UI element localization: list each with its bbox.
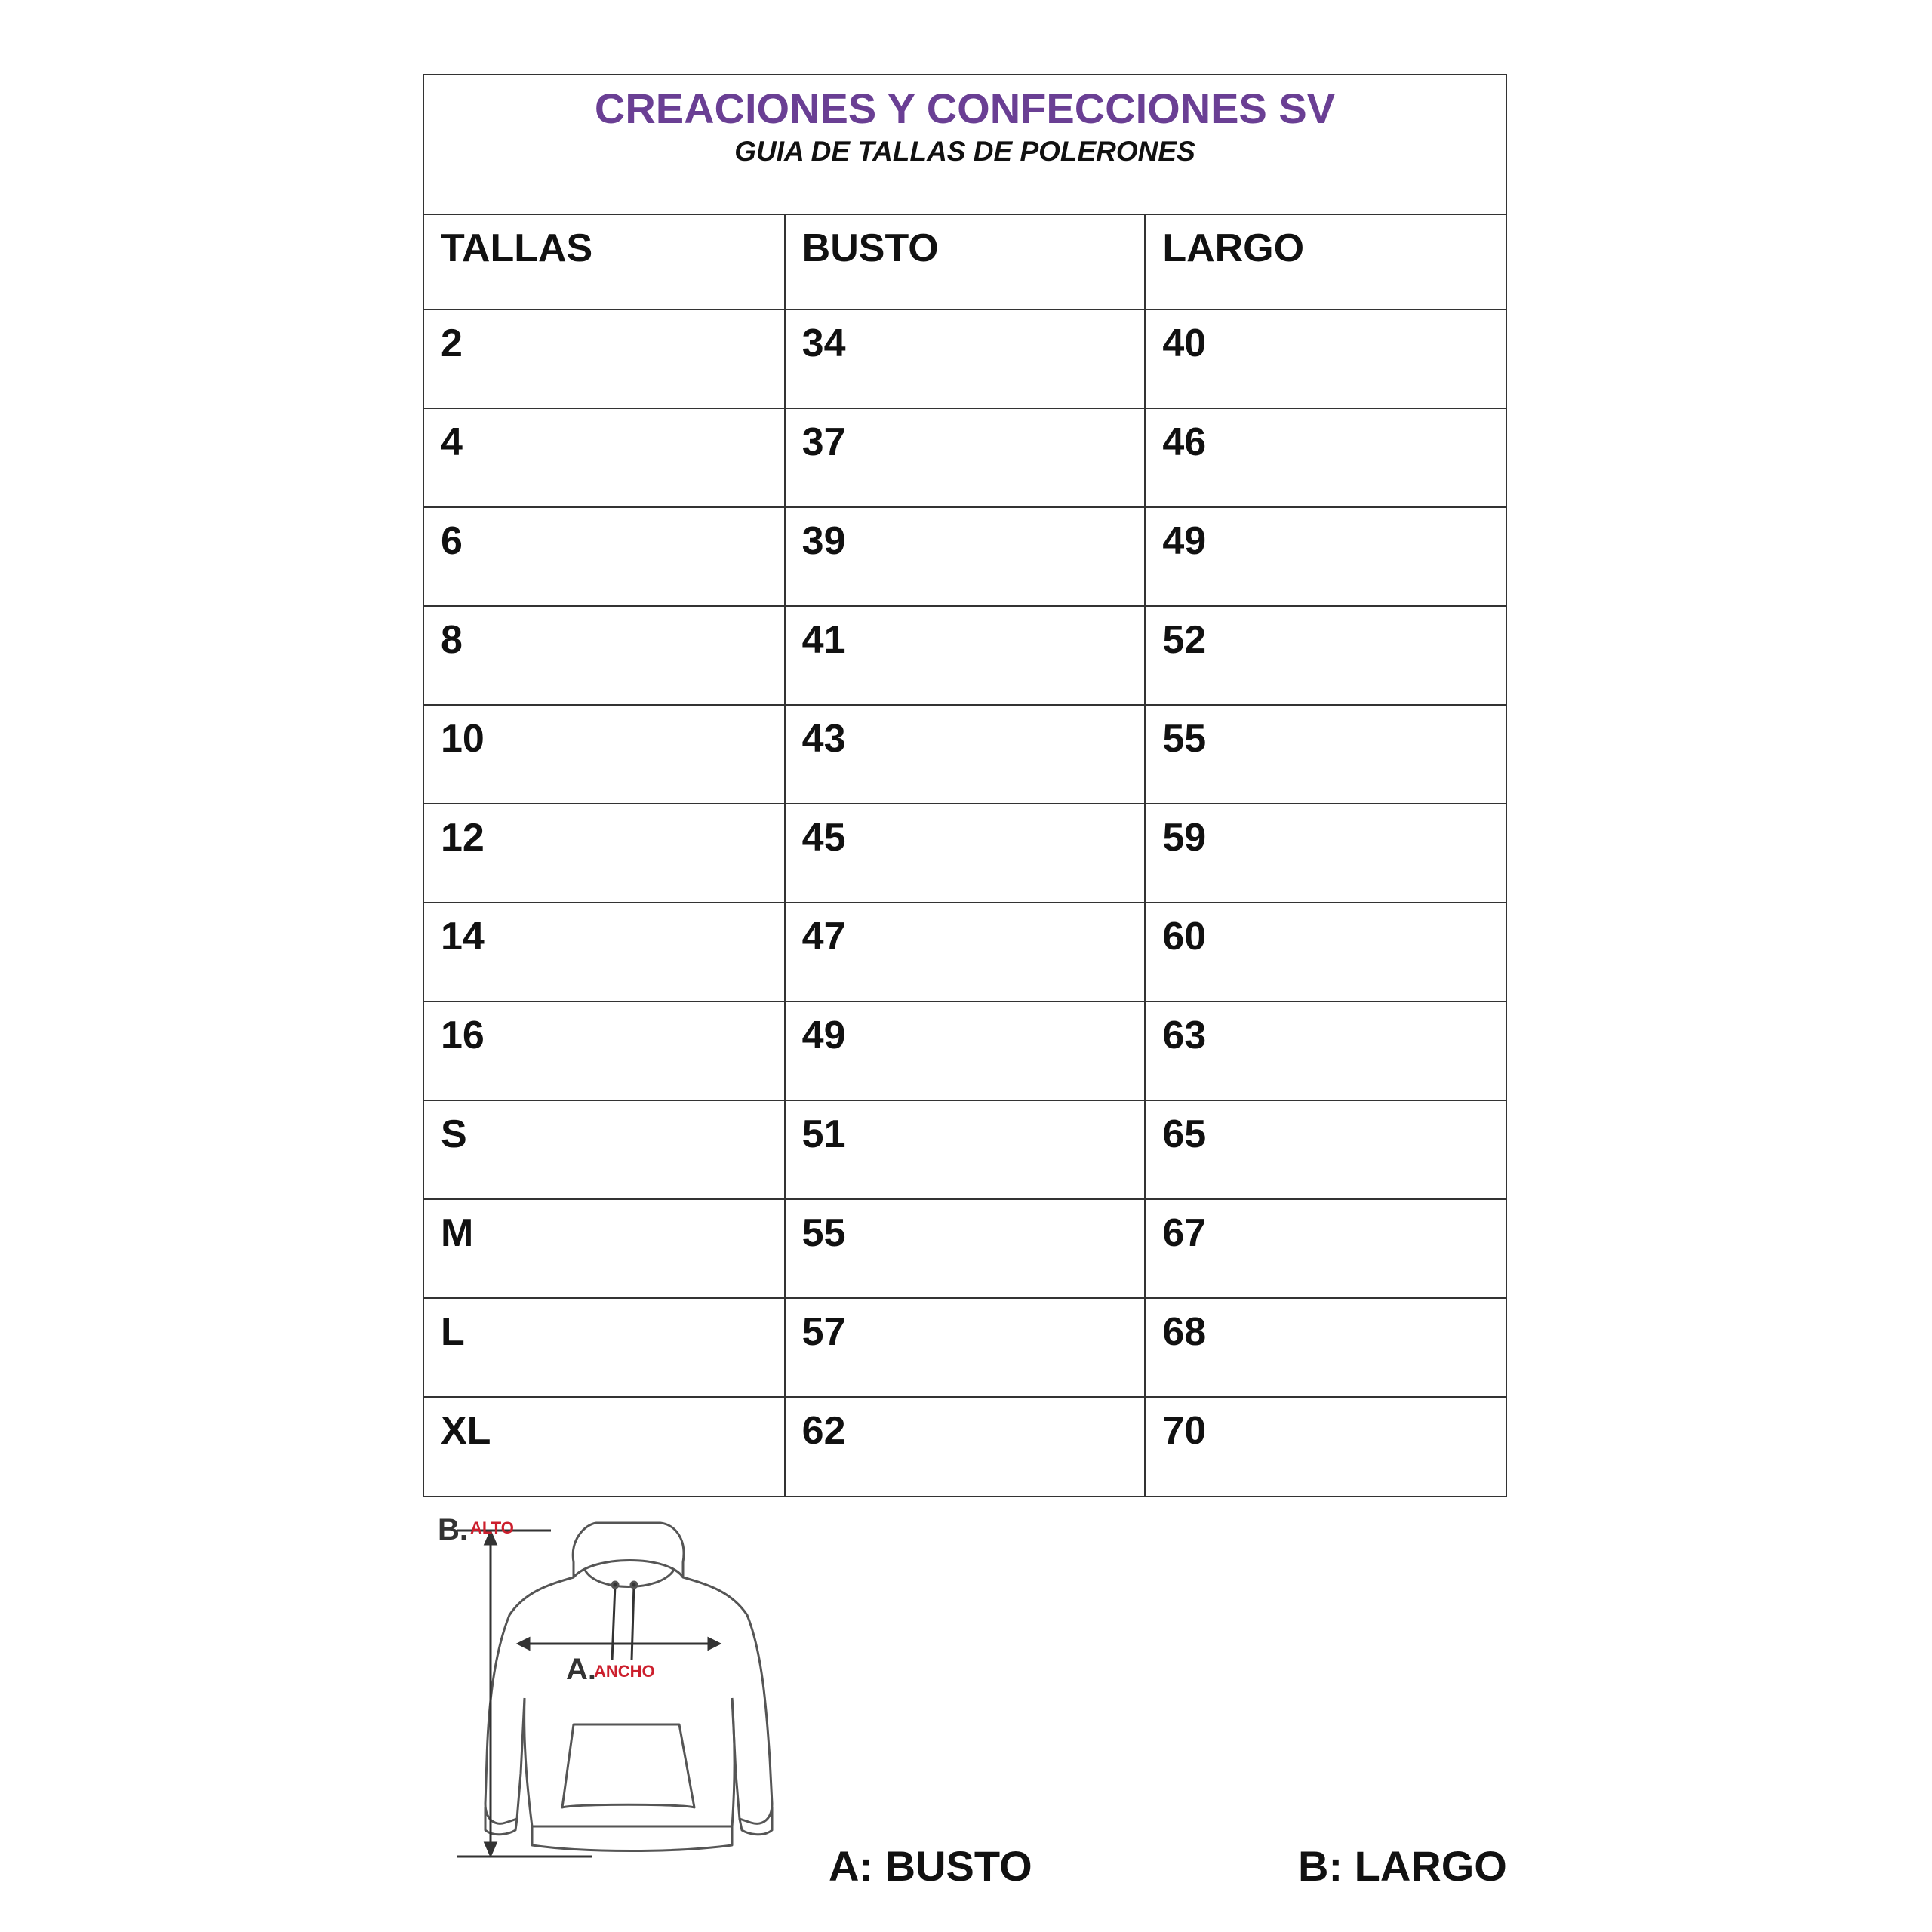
guide-subtitle: GUIA DE TALLAS DE POLERONES (734, 136, 1195, 168)
size-cell: 6 (424, 507, 785, 606)
length-cell: 68 (1145, 1298, 1506, 1397)
bust-cell: 45 (785, 804, 1146, 903)
size-cell: XL (424, 1397, 785, 1496)
size-cell: 16 (424, 1001, 785, 1100)
hoodie-diagram (434, 1509, 796, 1864)
a-letter: A. (566, 1653, 596, 1686)
bust-cell: 43 (785, 705, 1146, 804)
table-row (424, 1397, 1506, 1496)
table-row (424, 408, 1506, 507)
table-row (424, 1100, 1506, 1199)
width-measure-arrow (518, 1638, 719, 1649)
size-cell: 10 (424, 705, 785, 804)
length-cell: 46 (1145, 408, 1506, 507)
length-cell: 67 (1145, 1199, 1506, 1298)
size-cell: 2 (424, 309, 785, 408)
table-row (424, 903, 1506, 1001)
b-label: ALTO (470, 1518, 514, 1537)
length-cell: 65 (1145, 1100, 1506, 1199)
size-cell: 14 (424, 903, 785, 1001)
hoodie-outline-icon (485, 1523, 772, 1851)
size-cell: S (424, 1100, 785, 1199)
size-guide-table-frame (423, 74, 1507, 1497)
bust-cell: 55 (785, 1199, 1146, 1298)
brand-title: CREACIONES Y CONFECCIONES SV (594, 85, 1336, 132)
bust-cell: 37 (785, 408, 1146, 507)
size-rows (424, 309, 1506, 1496)
table-header (424, 75, 1506, 215)
table-row (424, 1298, 1506, 1397)
length-cell: 70 (1162, 1409, 1207, 1453)
b-letter: B. (438, 1513, 468, 1546)
length-cell: 52 (1145, 606, 1506, 705)
bust-cell: 39 (785, 507, 1146, 606)
table-row (424, 507, 1506, 606)
a-label: ANCHO (594, 1662, 655, 1681)
size-cell: 12 (424, 804, 785, 903)
length-cell: 55 (1145, 705, 1506, 804)
length-cell: 60 (1145, 903, 1506, 1001)
size-cell: L (424, 1298, 785, 1397)
bust-cell: 57 (785, 1298, 1146, 1397)
bust-cell: 62 (785, 1397, 1146, 1496)
table-row (424, 1001, 1506, 1100)
legend-busto: A: BUSTO (829, 1842, 1032, 1890)
size-cell: 4 (424, 408, 785, 507)
bust-cell: 34 (785, 309, 1146, 408)
column-header-busto: BUSTO (785, 215, 1146, 309)
bust-cell: 51 (785, 1100, 1146, 1199)
table-row (424, 309, 1506, 408)
size-cell: M (424, 1199, 785, 1298)
bust-cell: 41 (785, 606, 1146, 705)
length-cell: 63 (1145, 1001, 1506, 1100)
size-cell: 8 (424, 606, 785, 705)
column-header-row (424, 215, 1506, 309)
table-row (424, 606, 1506, 705)
column-header-largo: LARGO (1145, 215, 1506, 309)
size-table (424, 215, 1506, 1496)
bust-cell: 47 (785, 903, 1146, 1001)
length-cell: 59 (1145, 804, 1506, 903)
table-row (424, 705, 1506, 804)
legend-largo: B: LARGO (1298, 1842, 1507, 1890)
table-row (424, 1199, 1506, 1298)
table-row (424, 804, 1506, 903)
column-header-tallas: TALLAS (424, 215, 785, 309)
bust-cell: 49 (785, 1001, 1146, 1100)
length-cell: 49 (1145, 507, 1506, 606)
length-cell: 40 (1145, 309, 1506, 408)
height-measure-arrow (457, 1531, 592, 1857)
